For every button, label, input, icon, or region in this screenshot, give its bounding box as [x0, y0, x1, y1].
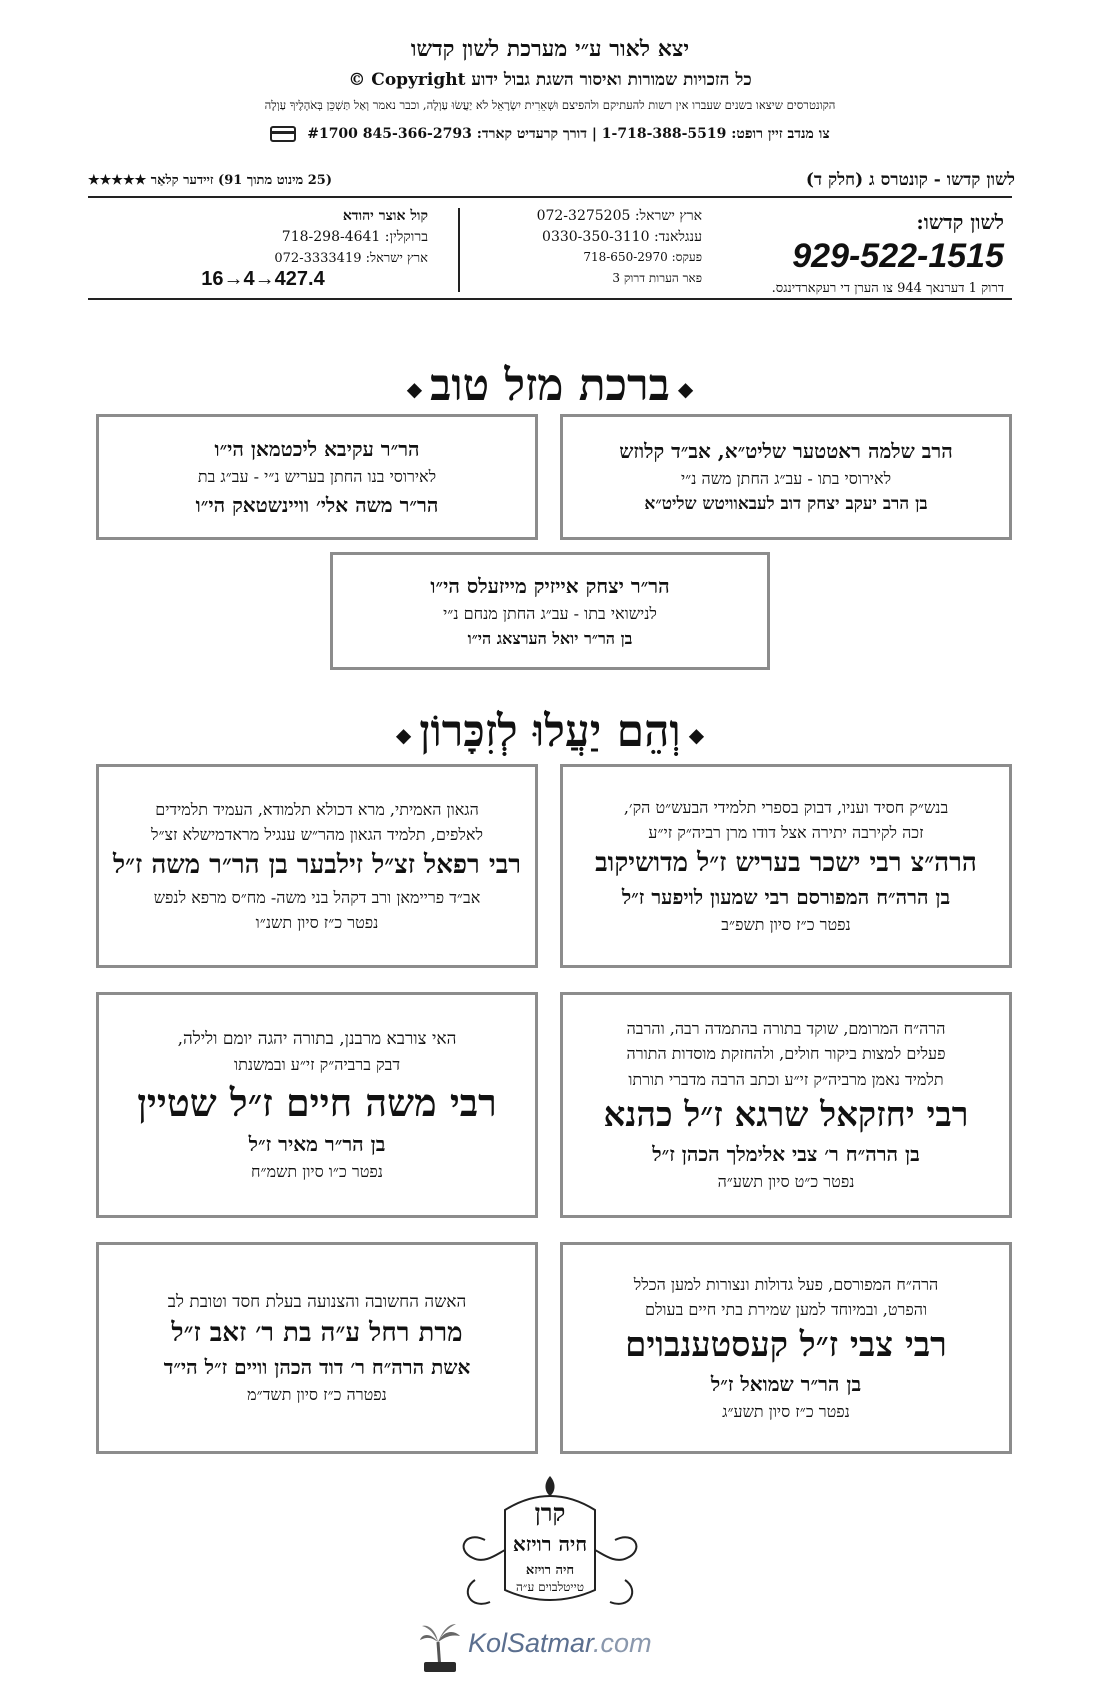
mazal-tov-line: לאירוסי בתו - עב״ג החתן משה נ״י — [680, 469, 892, 489]
emblem-keren: קרן — [534, 1498, 566, 1527]
emblem-line: טייטלבוים ע״ה — [516, 1580, 584, 1594]
mazal-tov-line: לאירוסי בנו החתן בעריש נ״י - עב״ג בת — [197, 467, 437, 487]
emblem-title: חיה רויזא — [512, 1532, 588, 1556]
bullet-icon: ◆ — [406, 376, 423, 401]
memorial-father: בן הרה״ח ר׳ צבי אלימלך הכהן ז״ל — [652, 1141, 920, 1166]
palm-tree-icon — [418, 1620, 462, 1674]
memorial-father: בן הר״ר שמואל ז״ל — [710, 1371, 862, 1396]
mazal-tov-box — [96, 414, 538, 540]
memorial-box — [96, 1242, 538, 1454]
reprint-notice: הקונטרסים שיצאו בשנים שעברו אין רשות להעתיקם ולהפיצם וּשְׁאֵרִית יִשְׂרָאֵל לֹא יַעֲשׂוּ עַוְלָה, וכבר נאמר וְאַל תַּשְׁכֵּן בְּאֹהָלֶיךָ עַוְלָה — [264, 98, 836, 112]
memorial-date: נפטר כ״ט סיון תשע״ה — [717, 1171, 855, 1191]
memorial-intro: זכה לקירבה יתירה אצל דודו מרן רביה״ק זי״ע — [648, 822, 924, 842]
bullet-icon: ◆ — [395, 722, 412, 747]
memorial-intro: לאלפים, תלמיד הגאון מהר״ש ענגיל מראדמישלא זצ״ל — [151, 825, 483, 845]
hotline-instructions: דרוק 1 דערנאך 944 צו הערן די רעקארדינגס. — [771, 281, 1004, 296]
memorial-intro: תלמיד נאמן מרביה״ק זי״ע וכתב הרבה מדברי תורתו — [628, 1069, 944, 1089]
memorial-box — [96, 764, 538, 968]
memorial-name: הרה״צ רבי ישכר בעריש ז״ל מדושיקוב — [595, 848, 977, 878]
memorial-intro: פעלים למצות ביקור חולים, ולהחזקת מוסדות התורה — [626, 1044, 946, 1064]
kolsatmar-brand — [468, 1628, 652, 1659]
donation-text: צו מנדב זיין רופט: 1-718-388-5519 | דורך קרעדיט קארד: 845-366-2793 #1700 — [307, 126, 830, 142]
bullet-icon: ◆ — [677, 376, 694, 401]
bullet-icon: ◆ — [688, 722, 705, 747]
memorial-intro: הרה״ח המרומם, שוקד בתורה בהתמדה רבה, והרבה — [626, 1019, 946, 1039]
memorial-father: בן הר״ר מאיר ז״ל — [248, 1131, 386, 1156]
memorial-date: נפטר כ״ז סיון תשנ״ו — [255, 912, 379, 932]
hotline-phone[interactable]: 929-522-1515 — [792, 237, 1004, 275]
memorial-box — [560, 992, 1012, 1218]
memorial-intro: דבק ברביה״ק זי״ע ובמשנתו — [234, 1055, 401, 1075]
mazal-tov-line: הר״ר משה אלי׳ וויינשטאק הי״ו — [195, 492, 439, 517]
mazal-tov-line: בן הרב יעקב יצחק דוב לעבאוויטש שליט״א — [644, 494, 928, 515]
memorial-name: מרת רחל ע״ה בת ר׳ זאב ז״ל — [171, 1318, 463, 1348]
memorial-intro: בנש״ק חסיד ועניו, דבוק בספרי תלמידי הבעש״ט הק׳, — [623, 797, 949, 817]
publisher-line: יצא לאור ע״י מערכת לשון קדשו — [410, 36, 690, 62]
memorial-name: רבי צבי ז״ל קעסטענבוים — [625, 1325, 947, 1366]
memorial-father: אשת הרה״ח ר׳ דוד הכהן וויים ז״ל הי״ד — [163, 1355, 471, 1380]
phone-england[interactable]: ענגלאנד: 0330-350-3110 — [542, 229, 702, 245]
mazal-tov-line: לנישואי בתו - עב״ג החתן מנחם נ״י — [443, 603, 657, 623]
phone-brooklyn[interactable]: ברוקלין: 718-298-4641 — [281, 229, 428, 245]
fax-number[interactable]: פעקס: 718-650-2970 — [583, 250, 702, 264]
kolsatmar-logo[interactable] — [418, 1618, 688, 1678]
memorial-intro: הגאון האמיתי, מרא דכולא תלמודא, העמיד תלמידים — [155, 800, 479, 820]
mazal-tov-line: בן הר״ר יואל הערצאג הי״ו — [467, 629, 633, 648]
memorial-box — [560, 764, 1012, 968]
brand-main: KolSatmar — [468, 1628, 594, 1658]
memorial-father: אב״ד פריימאן ורב דקהל בני משה- מח״ס מרפא לנפש — [153, 887, 481, 907]
mazal-tov-box — [560, 414, 1012, 540]
kol-otzar-label: קול אוצר יהודא — [342, 208, 428, 224]
mazal-tov-box — [330, 552, 770, 670]
memorial-father: בן הרה״ח המפורסם רבי שמעון לויפער ז״ל — [621, 885, 951, 910]
memorial-date: נפטר כ״ו סיון תשמ״ח — [251, 1161, 383, 1181]
mazal-tov-line: הרב שלמה ראטטער שליט״א, אב״ד קלוזש — [619, 439, 953, 464]
brand-suffix: .com — [593, 1628, 652, 1658]
phone-israel-2[interactable]: ארץ ישראל: 072-3333419 — [274, 251, 428, 266]
mazal-tov-line: הר״ר יצחק אייזיק מייזעלס הי״ו — [430, 573, 670, 598]
memorial-name: רבי רפאל זצ״ל זילבער בן הר״ר משה ז״ל — [113, 850, 522, 881]
memorial-date: נפטר כ״ז סיון תשפ״ב — [721, 915, 851, 935]
reader-info: (25 מינוט מתוך 91) זיידער קלאַר ★★★★★ — [88, 173, 333, 188]
contact-left — [98, 208, 428, 291]
mazal-tov-title — [0, 360, 1100, 411]
memorial-intro: האשה החשובה והצנועה בעלת חסד וטובת לב — [167, 1291, 467, 1312]
memorial-intro: האי צורבא מרבנן, בתורה יהגה יומם ולילה, — [177, 1028, 457, 1049]
memorial-title — [0, 706, 1100, 757]
contact-middle — [462, 208, 702, 286]
contact-panel — [88, 196, 1012, 300]
memorial-box — [560, 1242, 1012, 1454]
dial-code: 16→4→427.4 — [201, 268, 325, 290]
memorial-title-text: וְהֵם יַעֲלוּ לְזִכָּרוֹן — [419, 706, 681, 757]
memorial-intro: והפרט, ובמיוחד למען שמירת בתי חיים בעולם — [644, 1300, 928, 1319]
phone-israel[interactable]: ארץ ישראל: 072-3275205 — [536, 208, 702, 224]
comments-instruction: פאר הערות דרוק 3 — [612, 271, 702, 285]
keren-emblem — [445, 1470, 655, 1625]
memorial-name: רבי משה חיים ז״ל שטיין — [137, 1080, 497, 1126]
memorial-box — [96, 992, 538, 1218]
memorial-date: נפטרה כ״ז סיון תשד״מ — [247, 1385, 387, 1405]
contact-right — [704, 210, 1004, 296]
mazal-tov-title-text: ברכת מזל טוב — [430, 360, 670, 411]
divider — [458, 208, 460, 292]
credit-card-icon — [270, 126, 296, 142]
copyright-line: כל הזכויות שמורות ואיסור השגת גבול ידוע Copyright © — [348, 70, 752, 90]
memorial-intro: הרה״ח המפורסם, פעל גדולות ונצורות למען הכלל — [633, 1274, 939, 1294]
donation-line — [60, 126, 1040, 143]
series-title: לשון קדשו - קונטרס ג (חלק ד) — [805, 170, 1015, 190]
emblem-line: חיה רויזא — [525, 1563, 575, 1578]
memorial-date: נפטר כ״ז סיון תשע״ג — [722, 1401, 850, 1421]
hotline-label: לשון קדשו: — [916, 210, 1004, 234]
memorial-name: רבי יחזקאל שרגא ז״ל כהנא — [603, 1094, 969, 1135]
mazal-tov-line: הר״ר עקיבא ליכטמאן הי״ו — [214, 437, 420, 462]
